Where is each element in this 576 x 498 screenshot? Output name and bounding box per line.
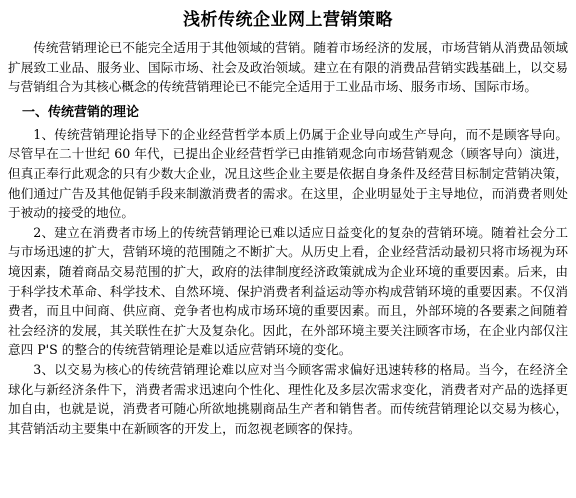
paragraph-1: 1、传统营销理论指导下的企业经营哲学本质上仍属于企业导向或生产导向，而不是顾客导向。尽管早在二十世纪 60 年代，已提出企业经营哲学已由推销观念向市场营销观念（顾客导向）演进，但真正奉行此观念的只有少数大企业，况且这些企业主要是依据自身条件及经营目标制定营销决策，他们通过广告及其他促销手段来制激消费者的需求。在这里，企业明显处于主导地位，而消费者则处于被动的接受的地位。 (8, 126, 568, 221)
intro-paragraph: 传统营销理论已不能完全适用于其他领域的营销。随着市场经济的发展，市场营销从消费品领域扩展致工业品、服务业、国际市场、社会及政治领域。建立在有限的消费品营销实践基础上，以交易与营销组合为其核心概念的传统营销理论已不能完全适用于工业品市场、服务市场、国际市场。 (8, 40, 568, 95)
paragraph-2: 2、建立在消费者市场上的传统营销理论已难以适应日益变化的复杂的营销环境。随着社会分工与市场迅速的扩大，营销环境的范围随之不断扩大。从历史上看，企业经营活动最初只将市场视为环境因素，随着商品交易范围的扩大，政府的法律制度经济政策就成为企业环境的重要因素。后来，由于科学技术革命、科学技术、自然环境、保护消费者利益运动等亦构成营销环境的重要因素。不仅消费者，而且中间商、供应商、竞争者也构成市场环境的重要因素。而且，外部环境的各要素之间随着社会经济的发展，其关联性在扩大及复杂化。因此，在外部环境主要关注顾客市场，在企业内部仅注意四 P'S 的整合的传统营销理论是难以适应营销环境的变化。 (8, 224, 568, 358)
section-heading: 一、传统营销的理论 (22, 104, 140, 120)
paragraph-3: 3、以交易为核心的传统营销理论难以应对当今顾客需求偏好迅速转移的格局。当今，在经济全球化与新经济条件下，消费者需求迅速向个性化、理性化及多层次需求变化，消费者对产品的选择更加自由，也就是说，消费者可随心所欲地挑剔商品生产者和销售者。而传统营销理论以交易为核心，其营销活动主要集中在新顾客的开发上，而忽视老顾客的保持。 (8, 361, 568, 436)
document-title: 浅析传统企业网上营销策略 (183, 10, 393, 30)
